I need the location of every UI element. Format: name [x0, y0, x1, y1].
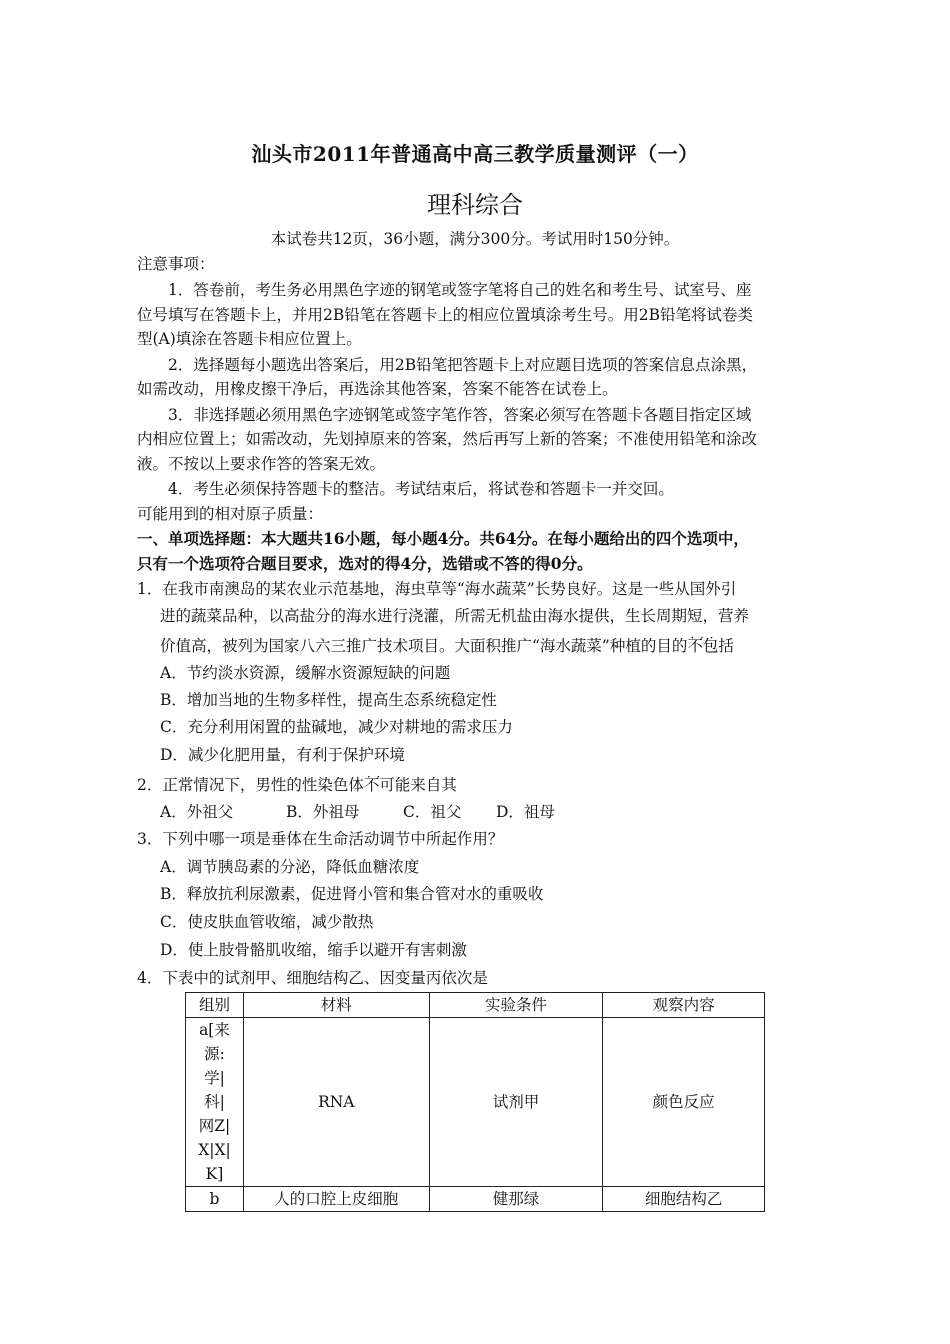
- table-row: [186, 1187, 765, 1212]
- question-1-option-d: D．减少化肥用量，有利于保护环境: [160, 746, 405, 764]
- note-line: 2．选择题每小题选出答案后，用2B铅笔把答题卡上对应题目选项的答案信息点涂黑，: [168, 356, 758, 374]
- question-2-option-a: A．外祖父: [160, 803, 234, 821]
- section-heading-cont: 只有一个选项符合题目要求，选对的得4分，选错或不答的得0分。: [137, 554, 593, 573]
- table-cell: 试剂甲: [429, 1018, 603, 1187]
- table-header-cell: 实验条件: [429, 993, 603, 1018]
- emphasis-text: · · 不可: [364, 776, 395, 794]
- question-1-stem-text: 价值高，被列为国家八六三推广技术项目。大面积推广“海水蔬菜”种植的目的: [160, 637, 688, 655]
- table-header-cell: 观察内容: [603, 993, 765, 1018]
- table-cell-group: [186, 1018, 244, 1187]
- group-label-line: 学|: [204, 1069, 225, 1087]
- group-label-line: 科|: [204, 1093, 225, 1111]
- table-row: [186, 1018, 765, 1187]
- table-cell: RNA: [243, 1018, 429, 1187]
- group-label-line: K]: [205, 1165, 224, 1183]
- table-cell: 颜色反应: [603, 1018, 765, 1187]
- group-label-line: 源:: [204, 1045, 225, 1063]
- note-line: 位号填写在答题卡上，并用2B铅笔在答题卡上的相应位置填涂考生号。用2B铅笔将试卷类: [137, 306, 754, 324]
- question-1-option-a: A．节约淡水资源，缓解水资源短缺的问题: [160, 664, 451, 682]
- question-1-option-c: C．充分利用闲置的盐碱地，减少对耕地的需求压力: [160, 718, 513, 736]
- group-label-line: X|X|: [198, 1141, 231, 1159]
- emphasis-text: · · · 不包括: [687, 637, 734, 655]
- note-line: 液。不按以上要求作答的答案无效。: [137, 455, 386, 473]
- question-1-stem: 进的蔬菜品种，以高盐分的海水进行浇灌，所需无机盐由海水提供，生长周期短，营养: [160, 607, 750, 625]
- note-line: 型(A)填涂在答题卡相应位置上。: [137, 330, 362, 348]
- note-line: 内相应位置上；如需改动，先划掉原来的答案，然后再写上新的答案；不准使用铅笔和涂改: [137, 430, 758, 448]
- group-label-line: 网Z|: [198, 1117, 231, 1135]
- question-3-option-a: A．调节胰岛素的分泌，降低血糖浓度: [160, 858, 420, 876]
- question-2-option-d: D．祖母: [496, 803, 555, 821]
- notes-heading: 注意事项：: [137, 255, 215, 273]
- question-1-stem: [160, 636, 734, 656]
- exam-info: 本试卷共12页，36小题，满分300分。考试用时150分钟。: [270, 230, 680, 248]
- question-1-stem: 1．在我市南澳岛的某农业示范基地，海虫草等“海水蔬菜”长势良好。这是一些从国外引: [137, 580, 737, 598]
- group-label-line: a[来: [199, 1021, 230, 1039]
- question-3-stem: 3．下列中哪一项是垂体在生命活动调节中所起作用？: [137, 830, 504, 848]
- section-heading: 一、单项选择题：本大题共16小题，每小题4分。共64分。在每小题给出的四个选项中，: [137, 529, 749, 548]
- table-header-cell: 组别: [186, 993, 244, 1018]
- table-header-cell: 材料: [243, 993, 429, 1018]
- question-1-option-b: B．增加当地的生物多样性，提高生态系统稳定性: [160, 691, 497, 709]
- note-line: 4．考生必须保持答题卡的整洁。考试结束后，将试卷和答题卡一并交回。: [168, 480, 674, 498]
- note-line: 3．非选择题必须用黑色字迹钢笔或签字笔作答，答案必须写在答题卡各题目指定区域: [168, 406, 752, 424]
- question-2-option-b: B．外祖母: [286, 803, 360, 821]
- atomic-mass-line: 可能用到的相对原子质量：: [137, 505, 324, 523]
- exam-title: 汕头市2011年普通高中高三教学质量测评（一）: [251, 142, 699, 166]
- table-cell: 健那绿: [429, 1187, 603, 1212]
- table-cell: 人的口腔上皮细胞: [243, 1187, 429, 1212]
- question-2-option-c: C．祖父: [403, 803, 462, 821]
- question-3-option-d: D．使上肢骨骼肌收缩，缩手以避开有害刺激: [160, 941, 467, 959]
- question-3-option-b: B．释放抗利尿激素，促进肾小管和集合管对水的重吸收: [160, 885, 544, 903]
- exam-subtitle: 理科综合: [427, 191, 523, 219]
- table-cell-group: b: [186, 1187, 244, 1212]
- question-2-stem-post: 能来自其: [394, 776, 457, 794]
- experiment-table: [185, 992, 765, 1212]
- question-2-stem-pre: 2．正常情况下，男性的性染色体: [137, 776, 364, 794]
- table-cell: 细胞结构乙: [603, 1187, 765, 1212]
- note-line: 如需改动，用橡皮擦干净后，再选涂其他答案，答案不能答在试卷上。: [137, 380, 618, 398]
- question-2-options: [160, 802, 555, 822]
- question-4-stem: 4．下表中的试剂甲、细胞结构乙、因变量丙依次是: [137, 969, 488, 987]
- table-header-row: [186, 993, 765, 1018]
- question-3-option-c: C．使皮肤血管收缩，减少散热: [160, 913, 374, 931]
- note-line: 1．答卷前，考生务必用黑色字迹的钢笔或签字笔将自己的姓名和考生号、试室号、座: [168, 281, 752, 299]
- question-2-stem: [137, 775, 457, 795]
